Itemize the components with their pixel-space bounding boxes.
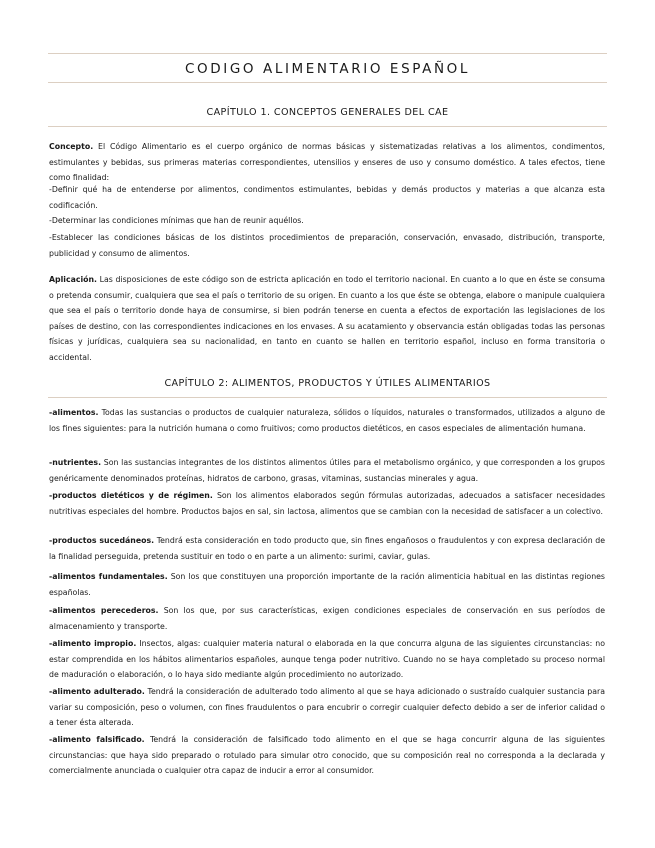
definition-text: Tendrá la consideración de falsificado todo alimento en el que se haga concurrir alguna de las siguientes circunstancias: que haya sido preparado o rotulado para simular otro conocido, que su composición real no corresponda a la declarada y comercialmente anunciada o cualquier otra capaz de inducir a error al consumidor. [49,735,605,775]
concepto-term: Concepto. [49,142,94,151]
definition-alimento-impropio [49,636,605,683]
definition-term: -alimento adulterado. [49,687,145,696]
concepto-paragraph [49,139,605,186]
definition-term: -productos sucedáneos. [49,536,155,545]
aplicacion-text: Las disposiciones de este código son de estricta aplicación en todo el territorio nacional. En cuanto a lo que en éste se consuma o pretenda consumir, cualquiera que sea el país o territorio de su origen. En cuanto a los que éste se obtenga, elabore o manipule cualquiera que sea el país o territorio donde haya de consumirse, si bien podrán tenerse en cuenta a efectos de exportación las legislaciones de los países de destino, con las correspondientes indicaciones en los envases. A su acatamiento y observancia están obligadas todas las personas físicas y jurídicas, cualquiera sea su nacionalidad, en tanto en cuanto se hallen en territorio español, incluso en forma transitoria o accidental. [49,275,605,362]
definition-alimentos-fundamentales [49,569,605,600]
bullet-item: -Establecer las condiciones básicas de los distintos procedimientos de preparación, conservación, envasado, distribución, transporte, publicidad y consumo de alimentos. [49,233,605,258]
definition-text: Son los que, por sus características, exigen condiciones especiales de conservación en sus períodos de almacenamiento y transporte. [49,606,605,631]
aplicacion-paragraph [49,272,605,365]
bullet-item: -Definir qué ha de entenderse por alimentos, condimentos estimulantes, bebidas y demás productos y materias a que alcanza esta codificación. [49,185,605,210]
definition-term: -nutrientes. [49,458,102,467]
definition-text: Todas las sustancias o productos de cualquier naturaleza, sólidos o líquidos, naturales o transformados, utilizados a alguno de los fines siguientes: para la nutrición humana o como fruitivos; como productos dietéticos, en casos especiales de alimentación humana. [49,408,605,433]
definition-term: -alimentos perecederos. [49,606,159,615]
definition-term: -alimentos. [49,408,99,417]
definition-text: Tendrá la consideración de adulterado todo alimento al que se haya adicionado o sustraído cualquier sustancia para variar su composición, peso o volumen, con fines fraudulentos o para encubrir o corregir cualquier defecto debido a ser de inferior calidad o a tener ésta alterada. [49,687,605,727]
definition-alimentos [49,405,605,436]
definition-productos-dieteticos [49,488,605,519]
definition-text: Tendrá esta consideración en todo producto que, sin fines engañosos o fraudulentos y con expresa declaración de la finalidad perseguida, pretenda sustituir en todo o en parte a un alimento: surimi, caviar, gulas. [49,536,605,561]
definition-text: Son los que constituyen una proporción importante de la ración alimenticia habitual en las distintas regiones españolas. [49,572,605,597]
definition-term: -productos dietéticos y de régimen. [49,491,213,500]
definition-term: -alimento impropio. [49,639,137,648]
definition-alimento-falsificado [49,732,605,779]
bullet-item: -Determinar las condiciones mínimas que han de reunir aquéllos. [49,216,304,225]
chapter-1-rule [48,126,607,127]
definition-text: Son las sustancias integrantes de los distintos alimentos útiles para el metabolismo orgánico, y que corresponden a los grupos genéricamente denominados proteínas, hidratos de carbono, grasas, vitaminas, sustancias minerales y agua. [49,458,605,483]
definition-term: -alimento falsificado. [49,735,145,744]
definition-text: Insectos, algas: cualquier materia natural o elaborada en la que concurra alguna de las siguientes circunstancias: no estar comprendida en los hábitos alimentarios españoles, aunque tenga poder nutritivo. Cuando no se haya completado su proceso normal de maduración o elaboración, o lo haya sido mediante algún procedimiento no autorizado. [49,639,605,679]
chapter-1-heading: CAPÍTULO 1. CONCEPTOS GENERALES DEL CAE [206,107,449,118]
definition-text: Son los alimentos elaborados según fórmulas autorizadas, adecuados a satisfacer necesidades nutritivas especiales del hombre. Productos bajos en sal, sin lactosa, alimentos que se cambian con la necesidad de satisfacer a un colectivo. [49,491,606,516]
chapter-2-heading: CAPÍTULO 2: ALIMENTOS, PRODUCTOS Y ÚTILES ALIMENTARIOS [164,378,491,389]
document-title: CODIGO ALIMENTARIO ESPAÑOL [185,61,470,77]
definition-nutrientes [49,455,605,486]
title-bottom-rule [48,82,607,83]
definition-alimento-adulterado [49,684,605,731]
definition-term: -alimentos fundamentales. [49,572,168,581]
title-top-rule [48,53,607,54]
aplicacion-term: Aplicación. [49,275,98,284]
concepto-text: El Código Alimentario es el cuerpo orgánico de normas básicas y sistematizadas relativas a los alimentos, condimentos, estimulantes y bebidas, sus primeras materias correspondientes, utensilios y enseres de uso y consumo doméstico. A tales efectos, tiene como finalidad: [49,142,605,182]
definition-alimentos-perecederos [49,603,605,634]
definition-productos-sucedaneos [49,533,605,564]
chapter-2-rule [48,397,607,398]
